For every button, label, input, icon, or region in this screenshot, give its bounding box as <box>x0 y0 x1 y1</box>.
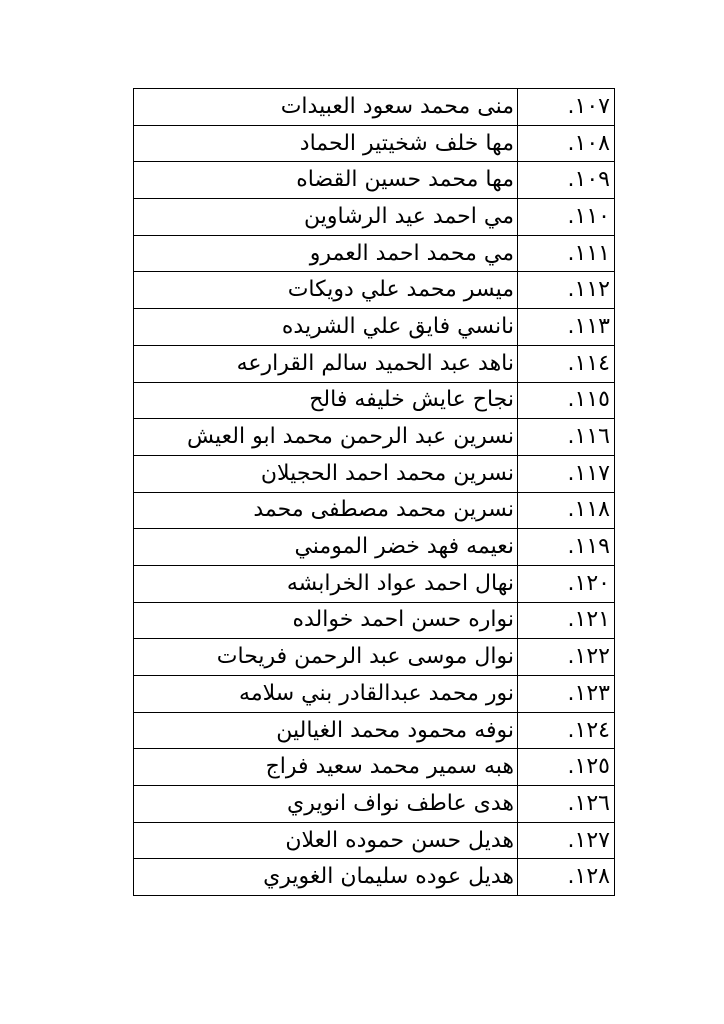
row-number: ١١٢. <box>518 272 615 309</box>
row-name: هبه سمير محمد سعيد فراج <box>134 749 518 786</box>
row-name: نوال موسى عبد الرحمن فريحات <box>134 639 518 676</box>
row-name: نعيمه فهد خضر المومني <box>134 529 518 566</box>
row-number: ١١٥. <box>518 382 615 419</box>
row-name: نهال احمد عواد الخرابشه <box>134 565 518 602</box>
row-number: ١٢١. <box>518 602 615 639</box>
row-name: هديل حسن حموده العلان <box>134 822 518 859</box>
row-number: ١٢٠. <box>518 565 615 602</box>
row-number: ١٢٣. <box>518 676 615 713</box>
row-number: ١١٩. <box>518 529 615 566</box>
table-row <box>134 309 615 346</box>
table-row <box>134 822 615 859</box>
row-number: ١٢٧. <box>518 822 615 859</box>
table-row <box>134 455 615 492</box>
row-number: ١٠٨. <box>518 125 615 162</box>
table-row <box>134 419 615 456</box>
row-name: هديل عوده سليمان الغويري <box>134 859 518 896</box>
table-row <box>134 345 615 382</box>
table-row <box>134 382 615 419</box>
table-row <box>134 859 615 896</box>
names-table <box>133 88 615 896</box>
row-name: نانسي فايق علي الشريده <box>134 309 518 346</box>
row-number: ١١٠. <box>518 199 615 236</box>
row-name: نور محمد عبدالقادر بني سلامه <box>134 676 518 713</box>
table-row <box>134 272 615 309</box>
row-name: مها خلف شخيتير الحماد <box>134 125 518 162</box>
table-row <box>134 492 615 529</box>
row-name: مي احمد عيد الرشاوين <box>134 199 518 236</box>
row-name: منى محمد سعود العبيدات <box>134 89 518 126</box>
row-number: ١٠٧. <box>518 89 615 126</box>
table-row <box>134 162 615 199</box>
row-name: ميسر محمد علي دويكات <box>134 272 518 309</box>
table-row <box>134 565 615 602</box>
row-number: ١٢٨. <box>518 859 615 896</box>
row-number: ١٢٥. <box>518 749 615 786</box>
row-name: نجاح عايش خليفه فالح <box>134 382 518 419</box>
row-number: ١١١. <box>518 235 615 272</box>
row-name: هدى عاطف نواف انويري <box>134 786 518 823</box>
table-row <box>134 749 615 786</box>
table-row <box>134 676 615 713</box>
row-name: نواره حسن احمد خوالده <box>134 602 518 639</box>
row-number: ١٢٢. <box>518 639 615 676</box>
row-name: نوفه محمود محمد الغيالين <box>134 712 518 749</box>
table-row <box>134 602 615 639</box>
row-name: نسرين محمد احمد الحجيلان <box>134 455 518 492</box>
names-table-body <box>134 89 615 896</box>
row-name: نسرين عبد الرحمن محمد ابو العيش <box>134 419 518 456</box>
table-row <box>134 712 615 749</box>
row-number: ١٢٦. <box>518 786 615 823</box>
row-number: ١٠٩. <box>518 162 615 199</box>
row-number: ١١٦. <box>518 419 615 456</box>
row-number: ١١٣. <box>518 309 615 346</box>
table-row <box>134 89 615 126</box>
table-row <box>134 529 615 566</box>
row-name: مها محمد حسين القضاه <box>134 162 518 199</box>
row-name: مي محمد احمد العمرو <box>134 235 518 272</box>
table-row <box>134 639 615 676</box>
table-row <box>134 125 615 162</box>
table-row <box>134 786 615 823</box>
row-number: ١١٧. <box>518 455 615 492</box>
row-name: نسرين محمد مصطفى محمد <box>134 492 518 529</box>
row-number: ١٢٤. <box>518 712 615 749</box>
row-number: ١١٤. <box>518 345 615 382</box>
row-name: ناهد عبد الحميد سالم القرارعه <box>134 345 518 382</box>
table-row <box>134 199 615 236</box>
row-number: ١١٨. <box>518 492 615 529</box>
table-row <box>134 235 615 272</box>
